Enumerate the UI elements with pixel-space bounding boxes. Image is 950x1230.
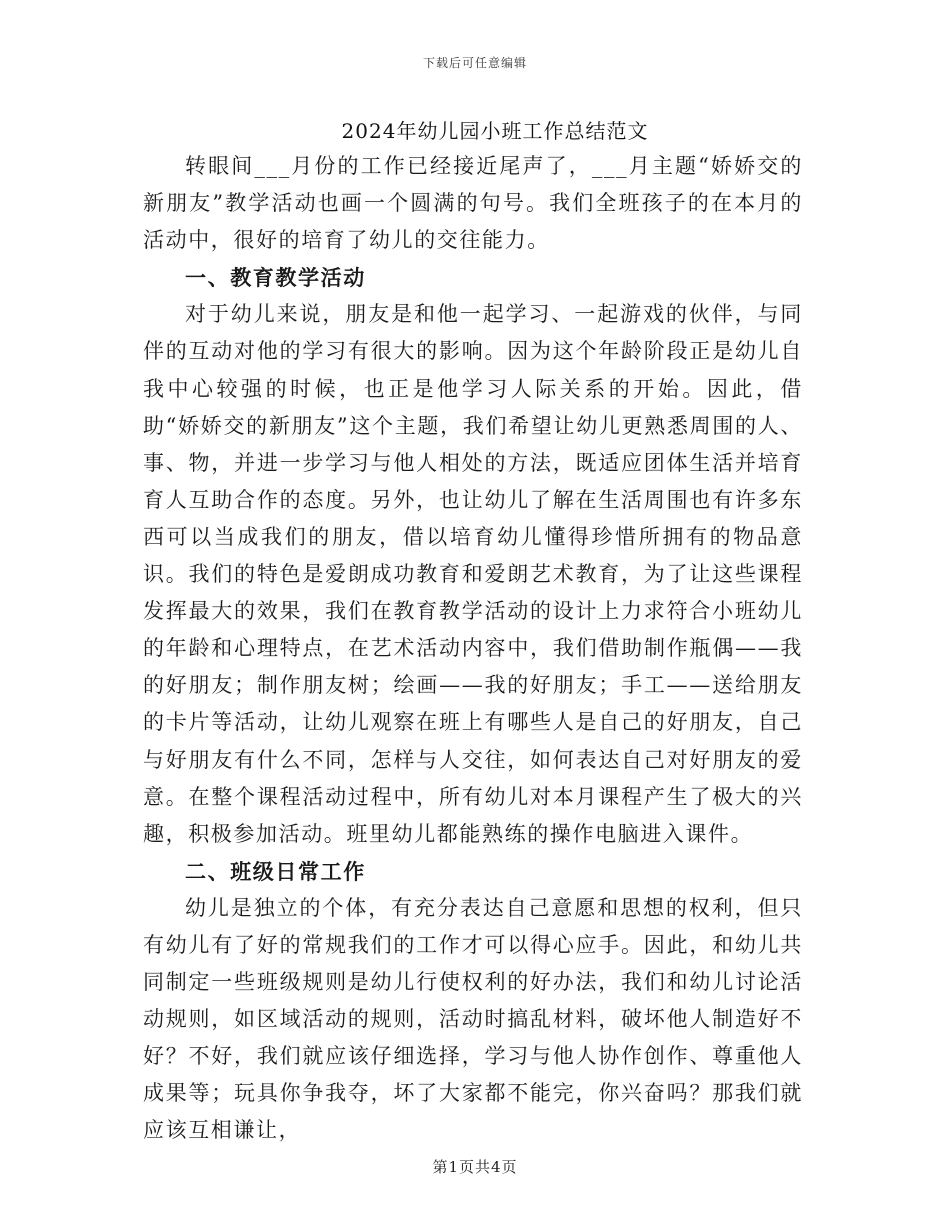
teaching-paragraph: 对于幼儿来说，朋友是和他一起学习、一起游戏的伙伴，与同伴的互动对他的学习有很大的影响。因为这个年龄阶段正是幼儿自我中心较强的时候，也正是他学习人际关系的开始。因此，借助“娇娇交的新朋友”这个主题，我们希望让幼儿更熟悉周围的人、事、物，并进一步学习与他人相处的方法，既适应团体生活并培育育人互助合作的态度。另外，也让幼儿了解在生活周围也有许多东西可以当成我们的朋友，借以培育幼儿懂得珍惜所拥有的物品意识。我们的特色是爱朗成功教育和爱朗艺术教育，为了让这些课程发挥最大的效果，我们在教育教学活动的设计上力求符合小班幼儿的年龄和心理特点，在艺术活动内容中，我们借助制作瓶偶——我的好朋友；制作朋友树；绘画——我的好朋友；手工——送给朋友的卡片等活动，让幼儿观察在班上有哪些人是自己的好朋友，自己与好朋友有什么不同，怎样与人交往，如何表达自己对好朋友的爱意。在整个课程活动过程中，所有幼儿对本月课程产生了极大的兴趣，积极参加活动。班里幼儿都能熟练的操作电脑进入课件。 bbox=[143, 302, 803, 846]
document-body bbox=[143, 148, 803, 1150]
document-title: 2024年幼儿园小班工作总结范文 bbox=[341, 119, 649, 143]
page-footer: 第1页共4页 bbox=[432, 1158, 518, 1176]
section-heading-daily-work: 二、班级日常工作 bbox=[185, 858, 366, 884]
section-heading-teaching: 一、教育教学活动 bbox=[185, 265, 366, 291]
header-note: 下载后可任意编辑 bbox=[422, 56, 527, 70]
daily-work-paragraph: 幼儿是独立的个体，有充分表达自己意愿和思想的权利，但只有幼儿有了好的常规我们的工作才可以得心应手。因此，和幼儿共同制定一些班级规则是幼儿行使权利的好办法，我们和幼儿讨论活动规则，如区域活动的规则，活动时搞乱材料，破坏他人制造好不好？不好，我们就应该仔细选择，学习与他人协作创作、尊重他人成果等；玩具你争我夺，坏了大家都不能完，你兴奋吗？那我们就应该互相谦让， bbox=[143, 895, 803, 1143]
intro-paragraph: 转眼间___月份的工作已经接近尾声了，___月主题“娇娇交的新朋友”教学活动也画一个圆满的句号。我们全班孩子的在本月的活动中，很好的培育了幼儿的交往能力。 bbox=[143, 154, 803, 253]
